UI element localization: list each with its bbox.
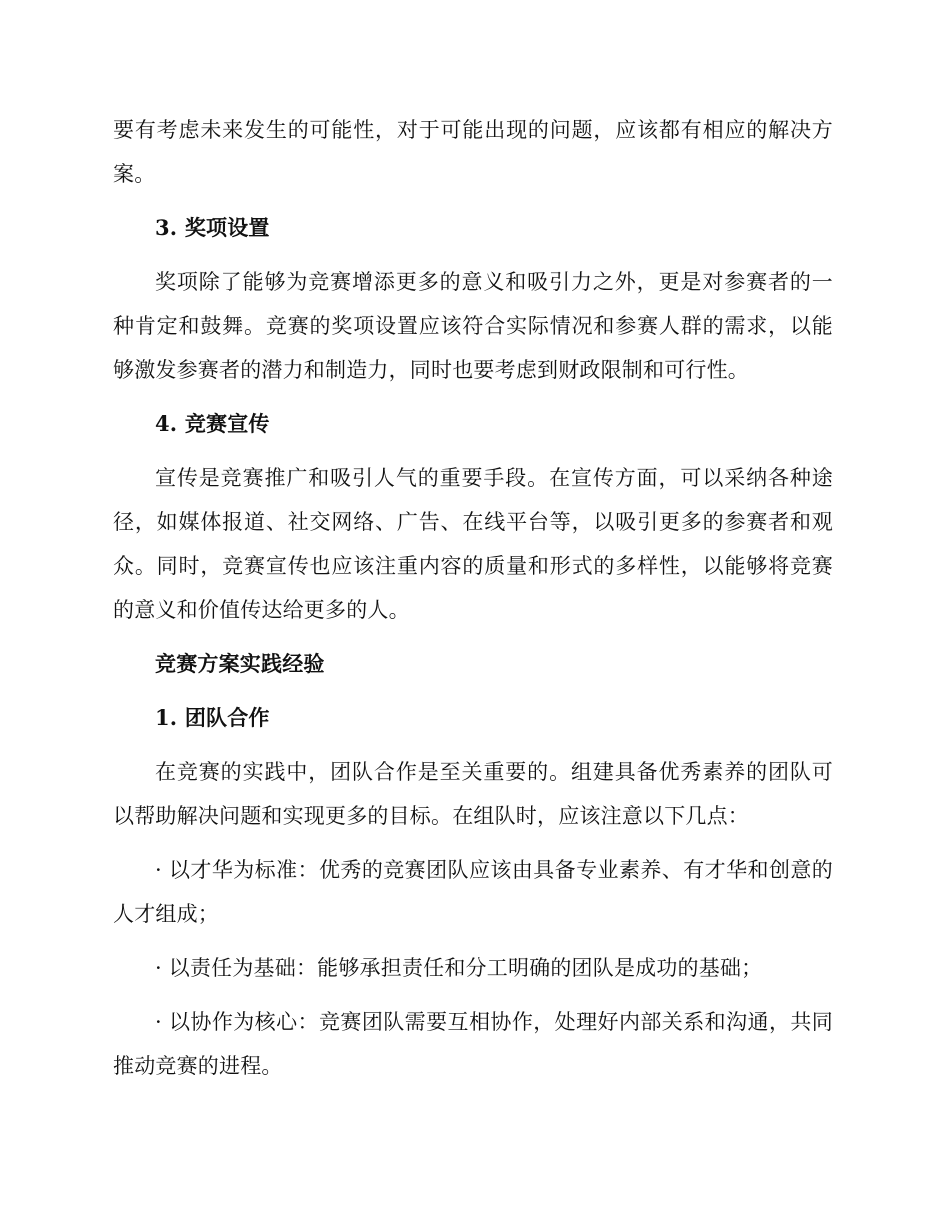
section-heading-practice: 竞赛方案实践经验 (155, 651, 325, 676)
section-heading-promotion: 4. 竞赛宣传 (155, 411, 270, 436)
bullet-item-responsibility: · 以责任为基础：能够承担责任和分工明确的团队是成功的基础； (155, 956, 763, 980)
paragraph-teamwork: 在竞赛的实践中，团队合作是至关重要的。组建具备优秀素养的团队可以帮助解决问题和实现更多的目标。在组队时，应该注意以下几点： (113, 760, 833, 828)
document-body (113, 108, 833, 1098)
section-heading-teamwork: 1. 团队合作 (155, 705, 270, 730)
bullet-item-collaboration: · 以协作为核心：竞赛团队需要互相协作，处理好内部关系和沟通，共同推动竞赛的进程。 (113, 1010, 833, 1078)
bullet-item-talent: · 以才华为标准：优秀的竞赛团队应该由具备专业素养、有才华和创意的人才组成； (113, 858, 833, 926)
paragraph-continuation: 要有考虑未来发生的可能性，对于可能出现的问题，应该都有相应的解决方案。 (113, 118, 833, 186)
section-heading-awards: 3. 奖项设置 (155, 215, 270, 240)
paragraph-promotion: 宣传是竞赛推广和吸引人气的重要手段。在宣传方面，可以采纳各种途径，如媒体报道、社交网络、广告、在线平台等，以吸引更多的参赛者和观众。同时，竞赛宣传也应该注重内容的质量和形式的多样性，以能够将竞赛的意义和价值传达给更多的人。 (113, 466, 833, 622)
paragraph-awards: 奖项除了能够为竞赛增添更多的意义和吸引力之外，更是对参赛者的一种肯定和鼓舞。竞赛的奖项设置应该符合实际情况和参赛人群的需求，以能够激发参赛者的潜力和制造力，同时也要考虑到财政限制和可行性。 (113, 270, 833, 382)
